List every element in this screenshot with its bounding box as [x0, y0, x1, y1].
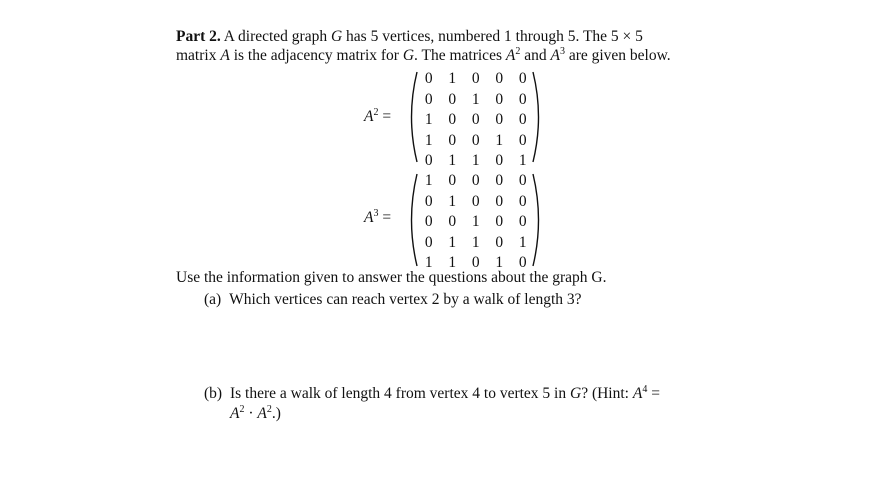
hint-a2-exp-2: 2 [266, 404, 272, 415]
a-squared-base: A [505, 47, 516, 64]
matrix-a3-cell: 1 [471, 233, 480, 251]
question-b-label: (b) [204, 385, 223, 402]
matrix-a3-cell: 0 [495, 233, 504, 251]
hint-a2-exp-1: 2 [239, 404, 245, 415]
matrix-a3-cell: 0 [495, 172, 504, 189]
matrix-a2-cell: 1 [424, 111, 433, 128]
matrix-a2-cell: 0 [424, 70, 433, 87]
intro-line-1 [176, 27, 643, 47]
matrix-a3-cell: 0 [471, 172, 480, 189]
matrix-a3-cell: 1 [471, 213, 480, 230]
matrix-a2-cell: 1 [518, 152, 527, 169]
matrix-a2-cell: 0 [471, 70, 480, 87]
matrix-a2-cell: 0 [518, 131, 527, 149]
matrix-a2-cell: 0 [448, 90, 457, 108]
matrix-a2-cell: 1 [471, 90, 480, 108]
question-b-line-1 [204, 384, 660, 404]
instructions-text: Use the information given to answer the questions about the graph G. [176, 269, 607, 286]
graph-symbol: G [330, 28, 343, 45]
matrix-a2-right-paren [530, 70, 546, 164]
matrix-a3-cell: 0 [495, 213, 504, 230]
question-b-graph-symbol: G [569, 385, 582, 402]
intro-text-1a: A directed graph [223, 28, 328, 45]
matrix-a2-cell: 0 [518, 111, 527, 128]
matrix-a2-grid [417, 69, 535, 172]
matrix-a3-cell: 1 [518, 233, 527, 251]
hint-base: A [632, 385, 643, 402]
matrix-a2-cell: 0 [448, 111, 457, 128]
question-b-text-a: Is there a walk of length 4 from vertex 4 to vertex 5 in [229, 385, 567, 402]
matrix-a2-label: $A^2$ = [364, 107, 392, 125]
matrix-a2-cell: 0 [424, 90, 433, 108]
hint-a2-base-2: A [257, 405, 267, 422]
matrix-a2-cell: 1 [424, 131, 433, 149]
matrix-a3-cell: 0 [424, 192, 433, 210]
intro-text-1b: has 5 vertices, numbered 1 through 5. The 5 × 5 [346, 28, 643, 45]
matrix-a3-grid [417, 171, 535, 274]
hint-equals: = [651, 385, 660, 402]
hint-exp: 4 [642, 384, 648, 395]
intro-text-2b: is the adjacency matrix for [233, 47, 399, 64]
matrix-a2-cell: 0 [495, 90, 504, 108]
intro-line-2 [176, 46, 671, 66]
matrix-a3-cell: 0 [518, 192, 527, 210]
matrix-a2-cell: 0 [495, 152, 504, 169]
matrix-a2-cell: 0 [518, 70, 527, 87]
question-b-text-b: ? (Hint: [581, 385, 629, 402]
matrix-a2-cell: 0 [424, 152, 433, 169]
matrix-a2-cell: 0 [471, 111, 480, 128]
matrix-a2-cell: 0 [448, 131, 457, 149]
matrix-a2-cell: 1 [448, 70, 457, 87]
question-a-text: Which vertices can reach vertex 2 by a walk of length 3? [229, 291, 582, 308]
intro-text-2d: and [524, 47, 547, 64]
matrix-a2-cell: 0 [495, 111, 504, 128]
a-squared-exp: 2 [515, 46, 521, 57]
part-label: Part 2. [176, 28, 221, 45]
matrix-a3-cell: 1 [424, 172, 433, 189]
matrix-a3-cell: 0 [518, 254, 527, 271]
question-b-line-2 [230, 404, 281, 424]
intro-text-2e: are given below. [568, 47, 671, 64]
graph-symbol-2: G [402, 47, 415, 64]
intro-text-2c: . The matrices [414, 47, 502, 64]
matrix-a3-cell: 0 [471, 254, 480, 271]
a-cubed-base: A [550, 47, 560, 64]
matrix-a3-cell: 0 [495, 192, 504, 210]
matrix-a2-cell: 0 [518, 90, 527, 108]
matrix-a2-cell: 0 [495, 70, 504, 87]
hint-end: .) [271, 405, 281, 422]
intro-text-2a: matrix [176, 47, 217, 64]
matrix-a2-cell: 1 [471, 152, 480, 169]
matrix-a3-cell: 0 [518, 172, 527, 189]
matrix-a3-cell: 0 [471, 192, 480, 210]
matrix-a2-cell: 1 [495, 131, 504, 149]
a-cubed-exp: 3 [559, 46, 565, 57]
matrix-a3-right-paren [530, 172, 546, 268]
matrix-a3-cell: 0 [424, 213, 433, 230]
matrix-symbol: A [220, 47, 230, 64]
question-a-label: (a) [204, 291, 222, 308]
matrix-a3-label: $A^3$ = [364, 208, 392, 226]
matrix-a3-cell: 1 [495, 254, 504, 271]
matrix-a3-cell: 1 [448, 233, 457, 251]
hint-a2-base-1: A [230, 405, 240, 422]
matrix-a3-cell: 0 [518, 213, 527, 230]
matrix-a2-cell: 1 [448, 152, 457, 169]
matrix-a3-cell: 1 [424, 254, 433, 271]
question-a [204, 290, 582, 310]
matrix-a3-cell: 0 [448, 213, 457, 230]
matrix-a3-cell: 1 [448, 254, 457, 271]
matrix-a3-cell: 0 [424, 233, 433, 251]
hint-dot: · [248, 405, 254, 422]
matrix-a3-cell: 0 [448, 172, 457, 189]
matrix-a2-cell: 0 [471, 131, 480, 149]
matrix-a3-cell: 1 [448, 192, 457, 210]
